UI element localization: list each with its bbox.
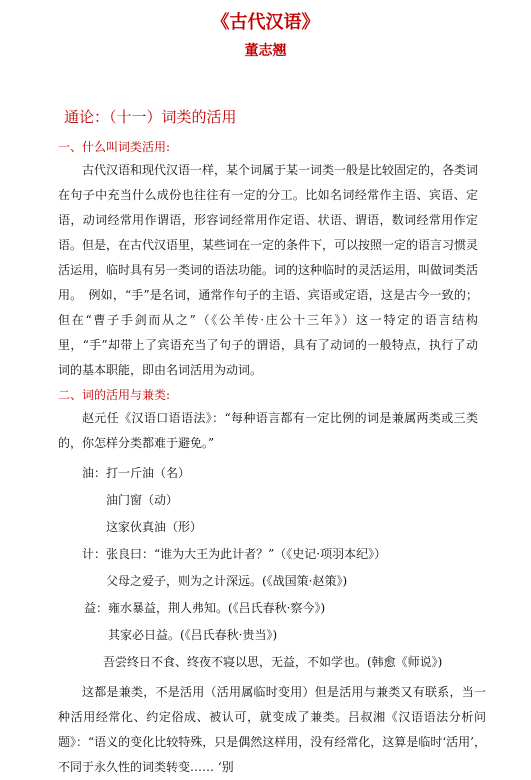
paragraph-quote: 赵元任《汉语口语语法》：“每种语言都有一定比例的词是兼属两类或三类的，你怎样分类都难于避免。” [58, 411, 478, 450]
example-line: 油门窗（动） [106, 493, 179, 507]
example-line: 吾尝终日不食、终夜不寝以思，无益，不如学也。(韩愈《师说》) [103, 655, 443, 669]
paragraph-definition: 古代汉语和现代汉语一样，某个词属于某一词类一般是比较固定的，各类词在句子中充当什么成份也往往有一定的分工。比如名词经常作主语、宾语、定语，动词经常用作谓语，形容词经常用作定语、状语、谓语，数词经常用作定语。但是，在古代汉语里，某些词在一定的条件下，可以按照一定的语言习惯灵活运用，临时具有另一类词的语法功能。词的这种临时的灵活运用，叫做词类活用。 例如，“手”是名词，通常作句子的主语、宾语或定语，这是古今一致的；但在“曹子手剑而从之”（《公羊传·庄公十三年》）这一特定的语言结构里，“手”却带上了宾语充当了句子的谓语，具有了动词的一般特点，执行了动词的基本职能，即由名词活用为动词。 [58, 163, 479, 377]
example-line: 父母之爱子，则为之计深远。(《战国策·赵策》) [106, 574, 348, 588]
section-title: 通论：（十一）词类的活用 [64, 108, 237, 126]
example-line: 这家伙真油（形） [106, 520, 203, 534]
subheading-2: 二、词的活用与兼类: [58, 388, 171, 402]
example-line: 其家必日益。(《吕氏春秋·贵当》) [108, 628, 278, 642]
example-line: 油：打一斤油（名） [82, 466, 191, 480]
example-line: 益：雍水暴益，荆人弗知。(《吕氏春秋·察今》) [84, 601, 326, 615]
document-title: 《古代汉语》 [211, 12, 320, 33]
subheading-1: 一、什么叫词类活用: [58, 140, 171, 154]
example-line: 计：张良曰：“谁为大王为此计者？”（《史记·项羽本纪》） [82, 547, 387, 561]
author-name: 董志翘 [244, 43, 287, 59]
paragraph-closing: 这都是兼类，不是活用（活用属临时变用）但是活用与兼类又有联系，当一种活用经常化、约定俗成、被认可，就变成了兼类。吕叔湘《汉语语法分析问题》：“语义的变化比较特殊，只是偶然这样用，没有经常化，这算是临时‘活用’，不同于永久性的词类转变…… ‘别 [58, 685, 486, 774]
